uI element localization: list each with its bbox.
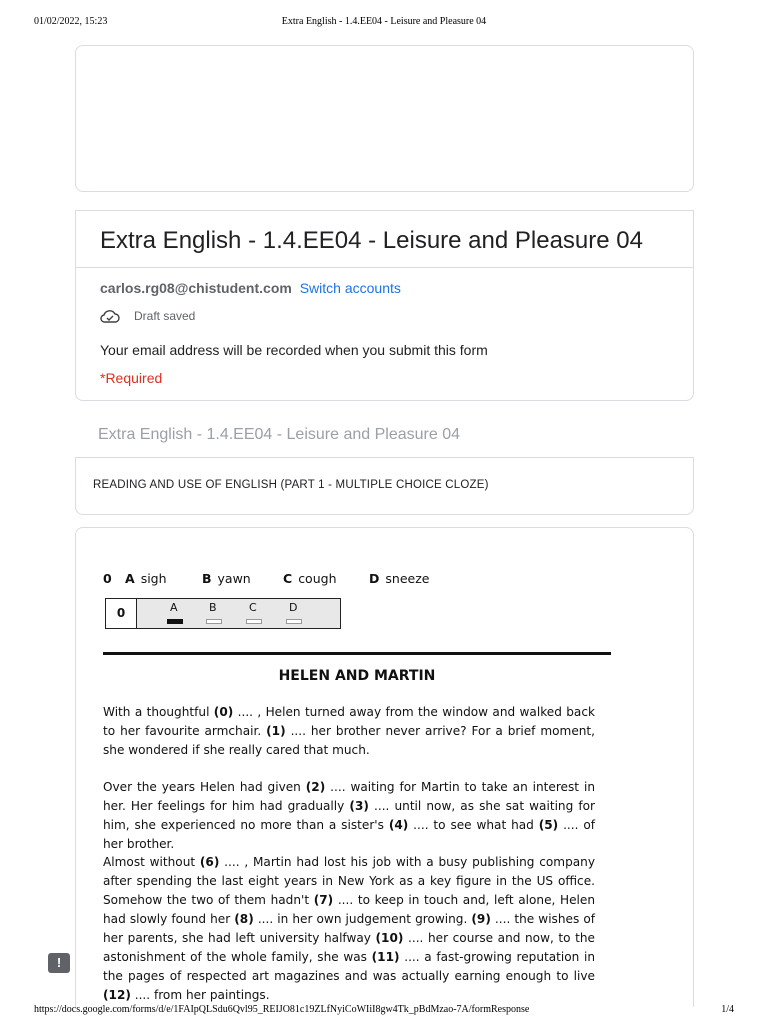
option-c: C cough bbox=[283, 571, 337, 586]
answer-grid bbox=[105, 598, 341, 629]
option-b: B yawn bbox=[202, 571, 251, 586]
form-title: Extra English - 1.4.EE04 - Leisure and Pleasure 04 bbox=[100, 227, 643, 254]
feedback-icon[interactable]: ! bbox=[48, 953, 70, 973]
account-row bbox=[100, 280, 401, 296]
section-description-card bbox=[75, 457, 694, 515]
print-page-number: 1/4 bbox=[721, 1004, 734, 1015]
draft-status-text: Draft saved bbox=[134, 309, 196, 323]
print-url: https://docs.google.com/forms/d/e/1FAIpQLSdu6Qvl95_REIJO81c19ZLfNyiCoWIiI8gw4Tk_pBdMzao-7A/formResponse bbox=[34, 1004, 530, 1015]
header-divider bbox=[76, 267, 693, 268]
grid-mark-a bbox=[167, 619, 183, 624]
switch-accounts-link[interactable]: Switch accounts bbox=[299, 280, 401, 296]
form-banner bbox=[75, 45, 694, 192]
option-d: D sneeze bbox=[369, 571, 430, 586]
grid-mark-b bbox=[206, 619, 222, 624]
section-title: Extra English - 1.4.EE04 - Leisure and Pleasure 04 bbox=[98, 426, 460, 443]
form-header-card bbox=[75, 210, 694, 401]
cloud-check-icon bbox=[100, 309, 120, 323]
draft-status bbox=[100, 309, 195, 323]
grid-letter-b: B bbox=[209, 601, 217, 614]
print-title: Extra English - 1.4.EE04 - Leisure and Pleasure 04 bbox=[281, 16, 487, 27]
divider-rule bbox=[103, 652, 611, 655]
story-paragraph-3: Almost without (6) .... , Martin had lost his job with a busy publishing company after spending the last eight years in New York as a key figure in the US office. Somehow the two of them hadn't (7) .... to keep in touch and, left alone, Helen had slowly found her (8) .... in her own judgement growing. (9) .... the wishes of her parents, she had left university halfway (10) .... her course and now, to the astonishment of the whole family, she was (11) .... a fast-growing reputation in the pages of respected art magazines and was actually earning enough to live (12) .... from her paintings. bbox=[103, 855, 596, 1002]
print-datetime: 01/02/2022, 15:23 bbox=[34, 16, 108, 27]
option-a: A sigh bbox=[125, 571, 167, 586]
section-description: READING AND USE OF ENGLISH (PART 1 - MULTIPLE CHOICE CLOZE) bbox=[93, 479, 489, 491]
story-paragraph-1: With a thoughtful (0) .... , Helen turned away from the window and walked back to her favourite armchair. (1) .... her brother never arrive? For a brief moment, she wondered if she really cared that much. bbox=[103, 705, 596, 757]
grid-mark-c bbox=[246, 619, 262, 624]
grid-letter-d: D bbox=[289, 601, 298, 614]
required-note: *Required bbox=[100, 370, 163, 386]
grid-mark-d bbox=[286, 619, 302, 624]
email-notice: Your email address will be recorded when you submit this form bbox=[100, 342, 488, 358]
account-email: carlos.rg08@chistudent.com bbox=[100, 280, 292, 296]
grid-letter-a: A bbox=[170, 601, 178, 614]
example-number: 0 bbox=[103, 571, 112, 586]
story-title: HELEN AND MARTIN bbox=[278, 668, 436, 684]
story-paragraph-2: Over the years Helen had given (2) .... waiting for Martin to take an interest in her. Her feelings for him had gradually (3) .... until now, as she sat waiting for him, she experienced no more than a sister's (4) .... to see what had (5) .... of her brother. bbox=[103, 780, 596, 851]
grid-letter-c: C bbox=[249, 601, 257, 614]
answer-grid-number: 0 bbox=[106, 599, 137, 628]
